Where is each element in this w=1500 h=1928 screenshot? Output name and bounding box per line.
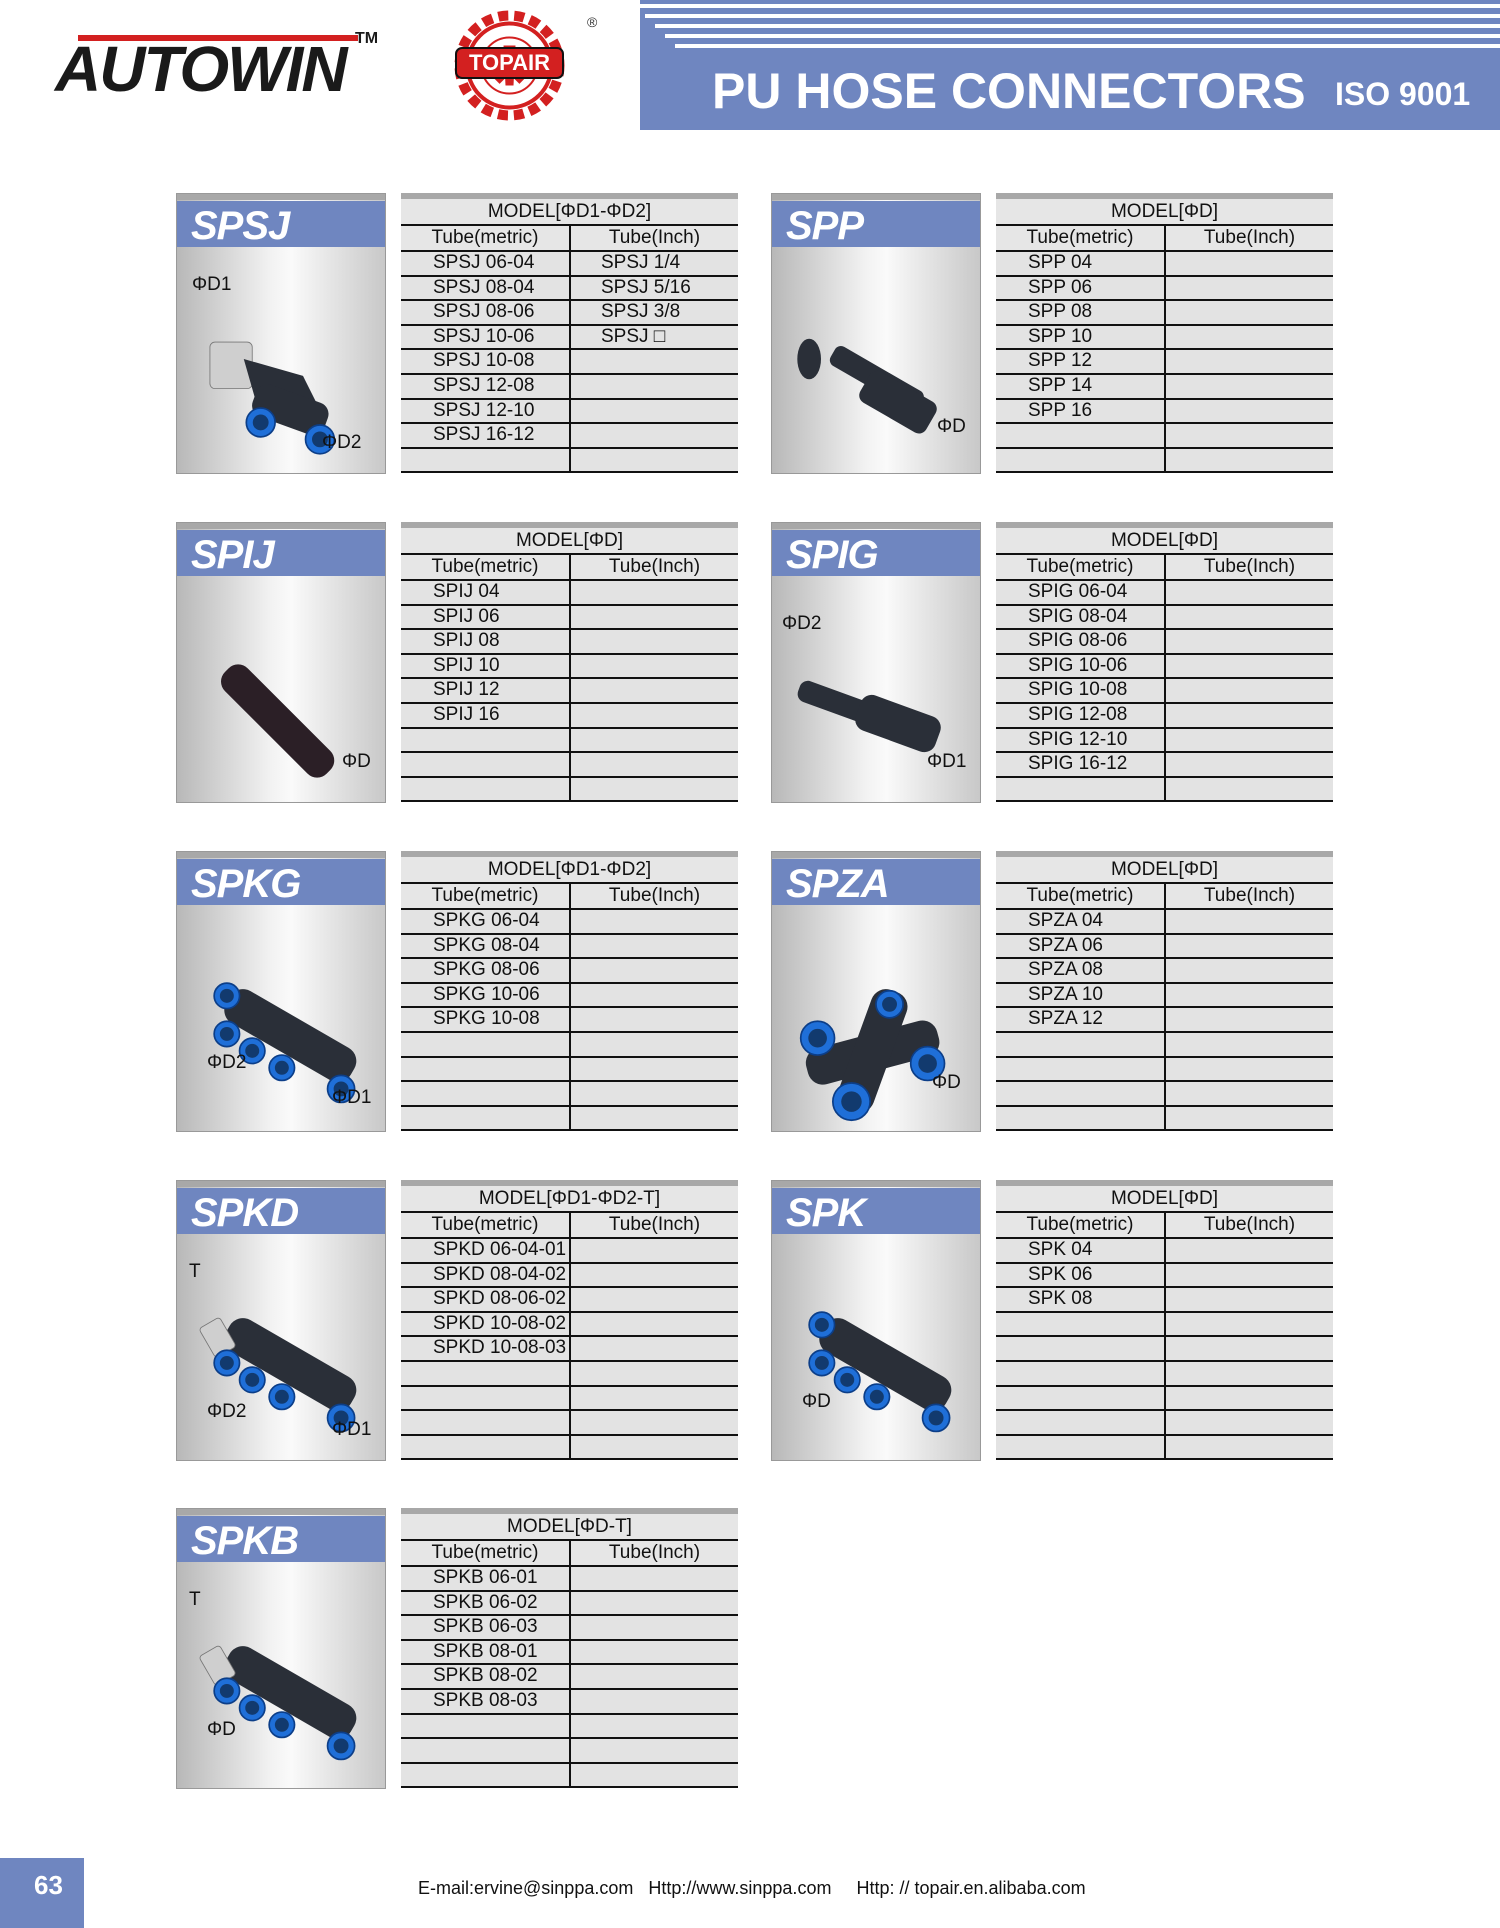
col-inch-header: Tube(Inch) bbox=[1203, 227, 1296, 248]
model-table bbox=[401, 1180, 738, 1460]
product-block-spk bbox=[771, 1180, 1341, 1465]
product-block-spp bbox=[771, 193, 1341, 478]
col-metric-header: Tube(metric) bbox=[1026, 885, 1134, 906]
product-block-spkb bbox=[176, 1508, 746, 1793]
page-title: PU HOSE CONNECTORS bbox=[712, 63, 1306, 119]
metric-cell: SPSJ 12-10 bbox=[433, 399, 535, 421]
model-table bbox=[401, 1508, 738, 1788]
metric-cell: SPKB 06-01 bbox=[433, 1567, 538, 1588]
dimension-label: ΦD bbox=[802, 1391, 831, 1412]
product-name-band bbox=[772, 530, 980, 576]
page-number: 63 bbox=[34, 1870, 63, 1900]
metric-cell: SPIG 10-08 bbox=[1028, 679, 1128, 701]
dimension-label: ΦD1 bbox=[332, 1419, 372, 1440]
product-image-panel bbox=[176, 1180, 386, 1461]
metric-cell: SPIJ 12 bbox=[433, 679, 500, 701]
metric-cell: SPIJ 16 bbox=[433, 704, 500, 725]
inch-cell: SPSJ □ bbox=[601, 325, 666, 347]
model-header: MODEL[ΦD1-ΦD2] bbox=[401, 857, 738, 884]
fitting-illustration bbox=[177, 1564, 385, 1784]
metric-cell: SPP 16 bbox=[1028, 399, 1093, 421]
inch-cell: SPSJ 3/8 bbox=[601, 301, 681, 323]
col-metric-header: Tube(metric) bbox=[1026, 227, 1134, 248]
fitting-illustration bbox=[772, 1236, 980, 1456]
product-name-band bbox=[177, 1188, 385, 1234]
product-code: SPKG bbox=[191, 862, 301, 906]
col-inch-header: Tube(Inch) bbox=[608, 885, 701, 906]
dimension-label: ΦD1 bbox=[927, 751, 967, 772]
metric-cell: SPKD 08-06-02 bbox=[433, 1288, 567, 1310]
metric-cell: SPP 14 bbox=[1028, 375, 1093, 396]
column-divider bbox=[1164, 884, 1166, 1131]
metric-cell: SPKG 08-04 bbox=[433, 934, 540, 956]
column-divider bbox=[1164, 226, 1166, 473]
metric-cell: SPKG 10-06 bbox=[433, 983, 540, 1005]
dimension-label: ΦD bbox=[932, 1072, 961, 1093]
column-divider bbox=[569, 1213, 571, 1460]
model-header: MODEL[ΦD] bbox=[996, 528, 1333, 555]
model-header: MODEL[ΦD1-ΦD2] bbox=[401, 199, 738, 226]
footer-web[interactable]: Http://www.sinppa.com bbox=[648, 1878, 832, 1898]
product-image-panel bbox=[771, 522, 981, 803]
column-divider bbox=[569, 1541, 571, 1788]
metric-cell: SPKD 10-08-02 bbox=[433, 1312, 567, 1334]
model-header: MODEL[ΦD] bbox=[996, 199, 1333, 226]
dimension-label: ΦD bbox=[207, 1719, 236, 1740]
metric-cell: SPKB 06-02 bbox=[433, 1591, 538, 1613]
footer-contact bbox=[418, 1878, 1086, 1899]
model-table bbox=[996, 851, 1333, 1131]
col-metric-header: Tube(metric) bbox=[431, 556, 539, 577]
metric-cell: SPK 04 bbox=[1028, 1239, 1093, 1260]
column-divider bbox=[569, 226, 571, 473]
topair-text: TOPAIR bbox=[468, 50, 551, 75]
product-image-panel bbox=[176, 851, 386, 1132]
metric-cell: SPP 08 bbox=[1028, 301, 1093, 323]
column-divider bbox=[569, 884, 571, 1131]
metric-cell: SPIJ 06 bbox=[433, 605, 500, 627]
dimension-label: ΦD2 bbox=[322, 432, 362, 453]
col-inch-header: Tube(Inch) bbox=[1203, 1214, 1296, 1235]
product-image-panel bbox=[176, 193, 386, 474]
metric-cell: SPIG 06-04 bbox=[1028, 581, 1128, 602]
col-inch-header: Tube(Inch) bbox=[1203, 885, 1296, 906]
metric-cell: SPZA 06 bbox=[1028, 934, 1103, 956]
column-divider bbox=[1164, 555, 1166, 802]
model-table bbox=[401, 851, 738, 1131]
product-code: SPKD bbox=[191, 1191, 299, 1235]
metric-cell: SPP 10 bbox=[1028, 325, 1093, 347]
product-name-band bbox=[177, 859, 385, 905]
metric-cell: SPKD 06-04-01 bbox=[433, 1239, 567, 1260]
model-table bbox=[996, 193, 1333, 473]
metric-cell: SPIG 10-06 bbox=[1028, 654, 1128, 676]
metric-cell: SPIJ 08 bbox=[433, 630, 500, 652]
metric-cell: SPKD 08-04-02 bbox=[433, 1263, 567, 1285]
model-header: MODEL[ΦD] bbox=[401, 528, 738, 555]
metric-cell: SPP 06 bbox=[1028, 276, 1093, 298]
col-inch-header: Tube(Inch) bbox=[608, 1542, 701, 1563]
product-code: SPIJ bbox=[191, 533, 274, 577]
dimension-label: ΦD2 bbox=[207, 1052, 247, 1073]
column-divider bbox=[1164, 1213, 1166, 1460]
metric-cell: SPIG 12-10 bbox=[1028, 728, 1128, 750]
brand-tm: TM bbox=[355, 30, 379, 47]
metric-cell: SPKB 08-01 bbox=[433, 1640, 538, 1662]
product-image-panel bbox=[771, 193, 981, 474]
model-header: MODEL[ΦD-T] bbox=[401, 1514, 738, 1541]
product-image-panel bbox=[771, 1180, 981, 1461]
topair-registered: ® bbox=[587, 14, 598, 30]
product-code: SPIG bbox=[786, 533, 878, 577]
metric-cell: SPKD 10-08-03 bbox=[433, 1337, 567, 1359]
metric-cell: SPZA 12 bbox=[1028, 1008, 1103, 1030]
metric-cell: SPKB 08-03 bbox=[433, 1690, 538, 1711]
col-inch-header: Tube(Inch) bbox=[608, 1214, 701, 1235]
inch-cell: SPSJ 1/4 bbox=[601, 252, 681, 273]
metric-cell: SPSJ 10-06 bbox=[433, 325, 535, 347]
product-block-spkg bbox=[176, 851, 746, 1136]
metric-cell: SPSJ 16-12 bbox=[433, 424, 535, 446]
topair-gear-logo bbox=[452, 8, 567, 123]
model-table bbox=[996, 1180, 1333, 1460]
product-block-spkd bbox=[176, 1180, 746, 1465]
model-header: MODEL[ΦD] bbox=[996, 1186, 1333, 1213]
col-inch-header: Tube(Inch) bbox=[608, 227, 701, 248]
product-code: SPK bbox=[786, 1191, 866, 1235]
col-inch-header: Tube(Inch) bbox=[608, 556, 701, 577]
metric-cell: SPK 08 bbox=[1028, 1288, 1093, 1310]
metric-cell: SPZA 08 bbox=[1028, 959, 1103, 981]
product-block-spsj bbox=[176, 193, 746, 478]
metric-cell: SPIJ 10 bbox=[433, 654, 500, 676]
footer-email[interactable]: E-mail:ervine@sinppa.com bbox=[418, 1878, 634, 1898]
model-table bbox=[401, 522, 738, 802]
dimension-label: ΦD bbox=[937, 416, 966, 437]
product-name-band bbox=[772, 859, 980, 905]
product-code: SPZA bbox=[786, 862, 889, 906]
model-table bbox=[401, 193, 738, 473]
metric-cell: SPSJ 08-04 bbox=[433, 276, 535, 298]
dimension-label: ΦD1 bbox=[192, 274, 232, 295]
metric-cell: SPKB 06-03 bbox=[433, 1616, 538, 1638]
col-metric-header: Tube(metric) bbox=[1026, 1214, 1134, 1235]
header-stripes bbox=[620, 0, 1500, 60]
metric-cell: SPIG 08-06 bbox=[1028, 630, 1128, 652]
metric-cell: SPZA 04 bbox=[1028, 910, 1103, 931]
product-code: SPSJ bbox=[191, 204, 290, 248]
metric-cell: SPIJ 04 bbox=[433, 581, 500, 602]
col-metric-header: Tube(metric) bbox=[431, 885, 539, 906]
metric-cell: SPKB 08-02 bbox=[433, 1665, 538, 1687]
metric-cell: SPK 06 bbox=[1028, 1263, 1093, 1285]
metric-cell: SPIG 08-04 bbox=[1028, 605, 1128, 627]
product-block-spij bbox=[176, 522, 746, 807]
metric-cell: SPSJ 10-08 bbox=[433, 350, 535, 372]
metric-cell: SPSJ 08-06 bbox=[433, 301, 535, 323]
dimension-label: ΦD1 bbox=[332, 1087, 372, 1108]
product-name-band bbox=[772, 1188, 980, 1234]
product-block-spza bbox=[771, 851, 1341, 1136]
fitting-illustration bbox=[772, 907, 980, 1127]
metric-cell: SPKG 08-06 bbox=[433, 959, 540, 981]
metric-cell: SPZA 10 bbox=[1028, 983, 1103, 1005]
product-name-band bbox=[177, 1516, 385, 1562]
metric-cell: SPIG 12-08 bbox=[1028, 704, 1128, 725]
product-block-spig bbox=[771, 522, 1341, 807]
col-metric-header: Tube(metric) bbox=[431, 1214, 539, 1235]
col-metric-header: Tube(metric) bbox=[431, 1542, 539, 1563]
metric-cell: SPKG 06-04 bbox=[433, 910, 540, 931]
metric-cell: SPSJ 06-04 bbox=[433, 252, 535, 273]
dimension-label: T bbox=[189, 1261, 201, 1282]
iso-badge: ISO 9001 bbox=[1335, 76, 1471, 112]
dimension-label: T bbox=[189, 1589, 201, 1610]
product-name-band bbox=[177, 201, 385, 247]
product-name-band bbox=[772, 201, 980, 247]
metric-cell: SPSJ 12-08 bbox=[433, 375, 535, 396]
dimension-label: ΦD bbox=[342, 751, 371, 772]
model-header: MODEL[ΦD] bbox=[996, 857, 1333, 884]
brand-logo: AUTOWIN bbox=[55, 33, 346, 105]
col-inch-header: Tube(Inch) bbox=[1203, 556, 1296, 577]
footer-alibaba[interactable]: Http: // topair.en.alibaba.com bbox=[856, 1878, 1086, 1898]
dimension-label: ΦD2 bbox=[207, 1401, 247, 1422]
model-table bbox=[996, 522, 1333, 802]
product-image-panel bbox=[771, 851, 981, 1132]
metric-cell: SPKG 10-08 bbox=[433, 1008, 540, 1030]
col-metric-header: Tube(metric) bbox=[431, 227, 539, 248]
dimension-label: ΦD2 bbox=[782, 613, 822, 634]
product-name-band bbox=[177, 530, 385, 576]
column-divider bbox=[569, 555, 571, 802]
product-code: SPKB bbox=[191, 1519, 299, 1563]
product-code: SPP bbox=[786, 204, 864, 248]
metric-cell: SPIG 16-12 bbox=[1028, 753, 1128, 775]
metric-cell: SPP 12 bbox=[1028, 350, 1093, 372]
product-image-panel bbox=[176, 1508, 386, 1789]
product-image-panel bbox=[176, 522, 386, 803]
col-metric-header: Tube(metric) bbox=[1026, 556, 1134, 577]
inch-cell: SPSJ 5/16 bbox=[601, 276, 691, 298]
model-header: MODEL[ΦD1-ΦD2-T] bbox=[401, 1186, 738, 1213]
metric-cell: SPP 04 bbox=[1028, 252, 1093, 273]
